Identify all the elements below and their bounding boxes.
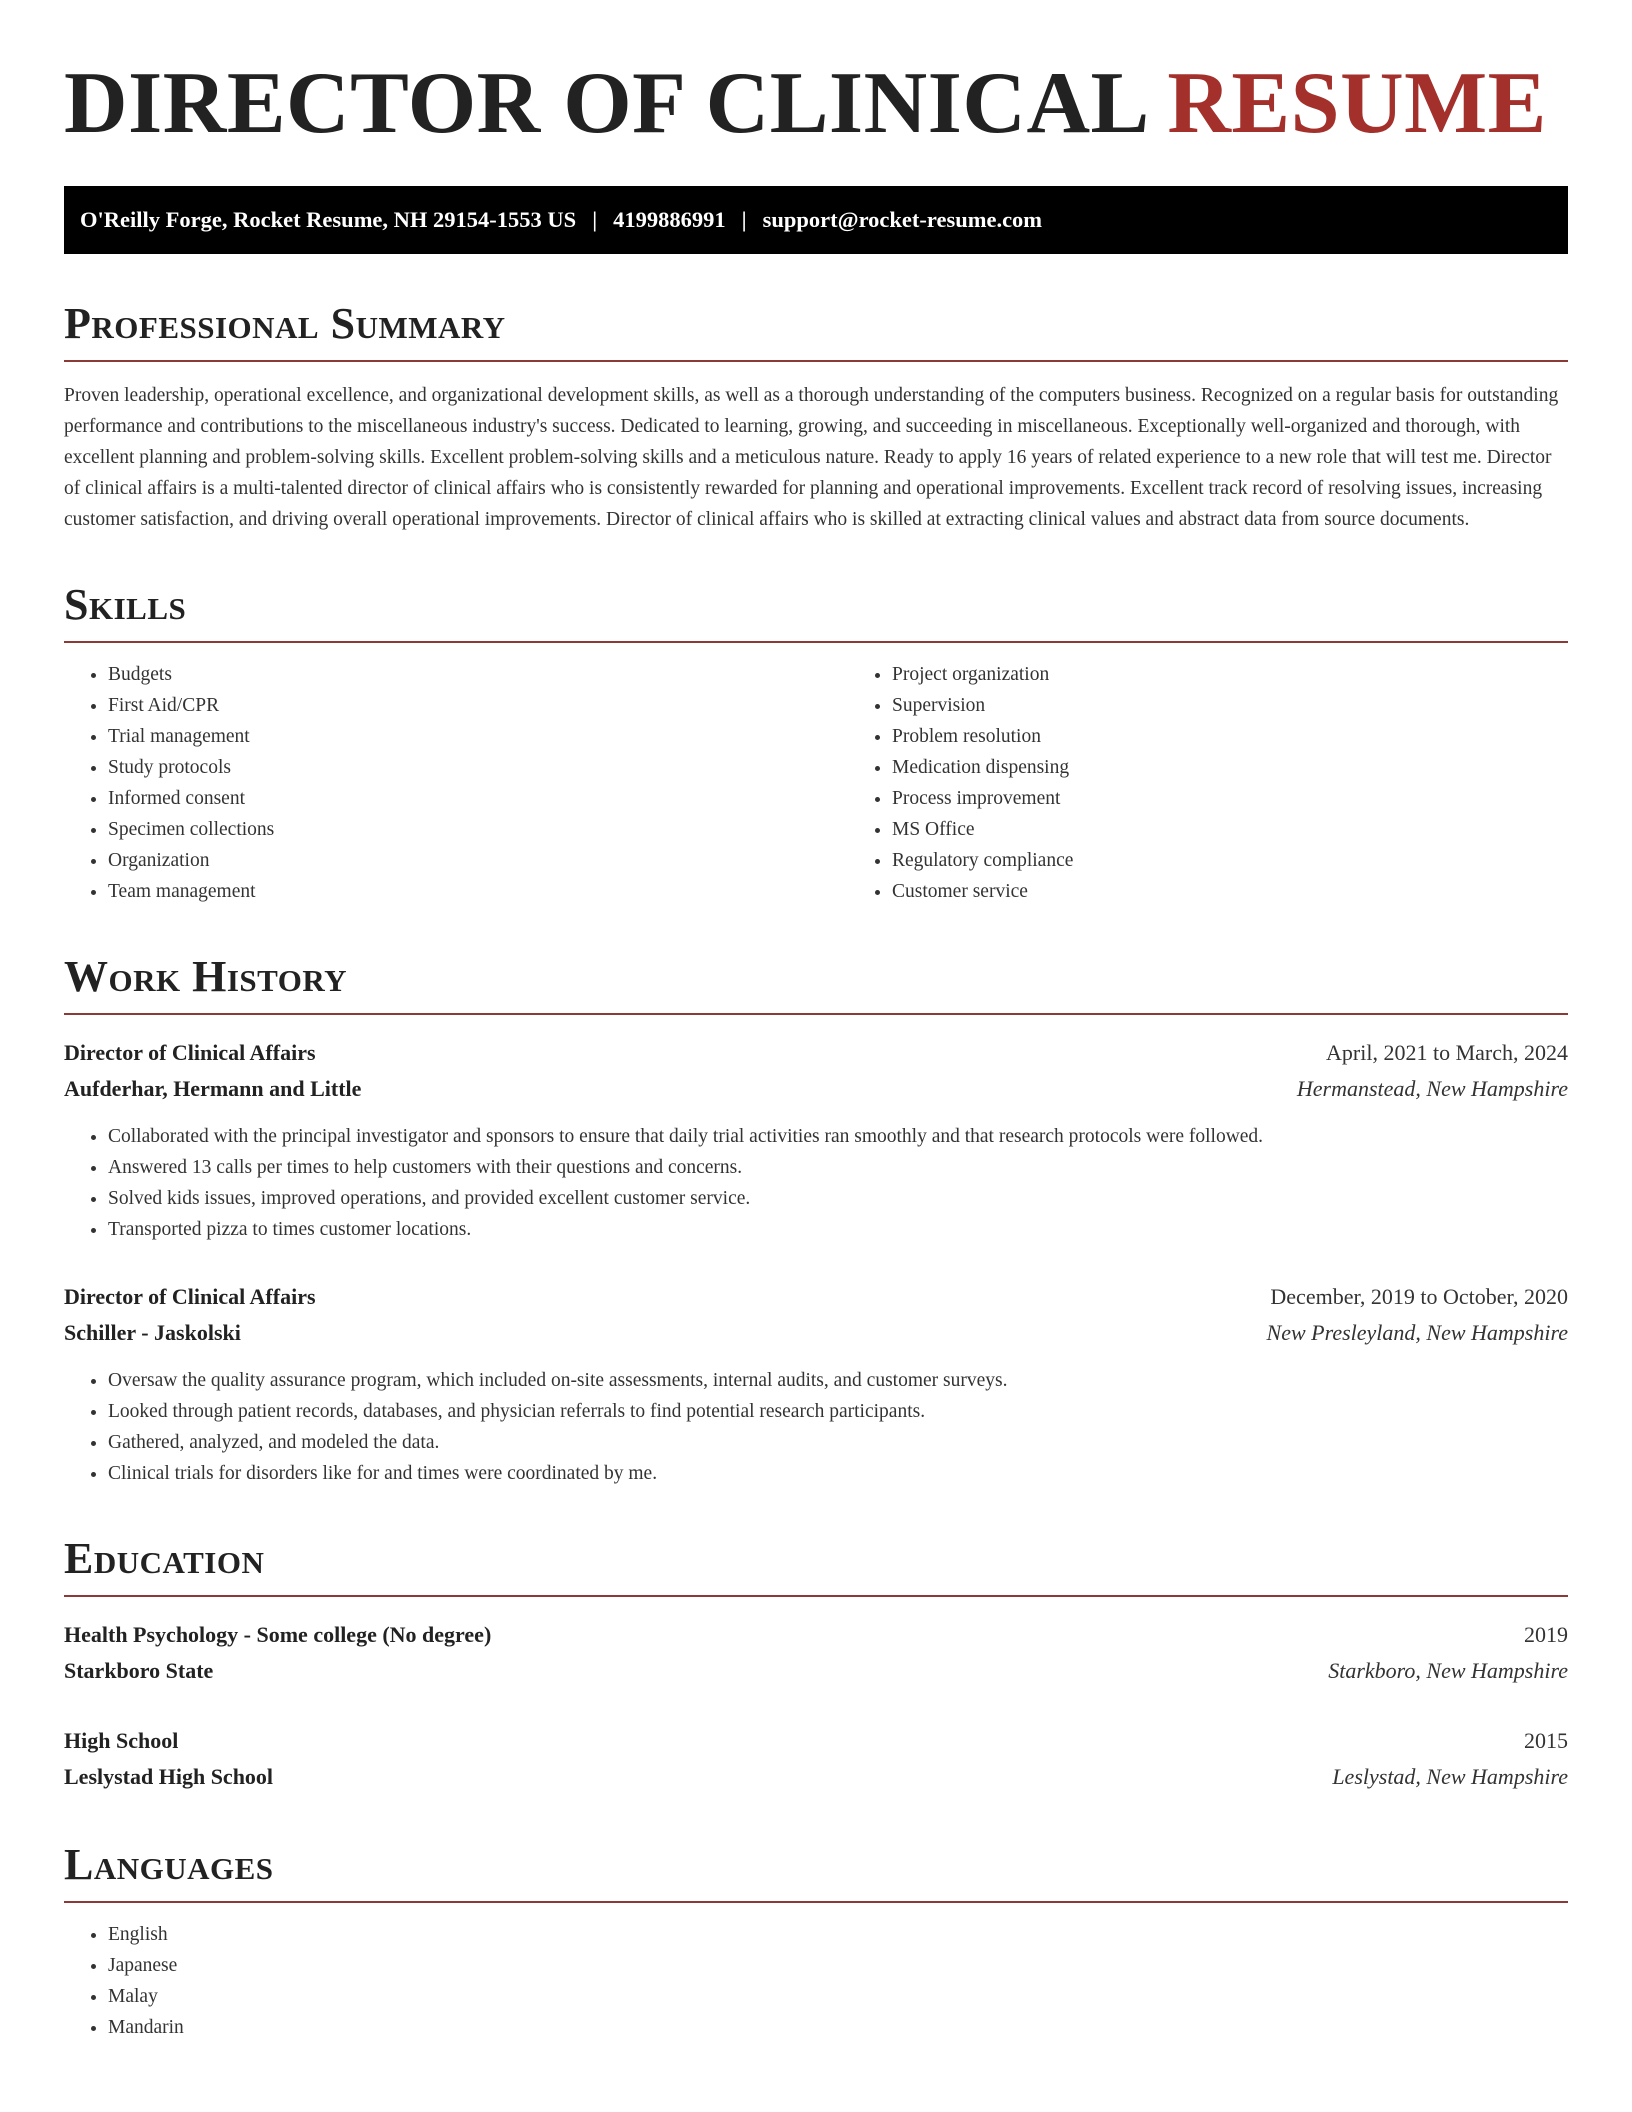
- job-duty: • Gathered, analyzed, and modeled the data.: [108, 1427, 1568, 1458]
- job-company: Aufderhar, Hermann and Little: [64, 1076, 362, 1101]
- job-title: Director of Clinical Affairs: [64, 1284, 316, 1309]
- summary-section: [64, 298, 1568, 535]
- job-entry: [64, 1279, 1568, 1489]
- work-history-heading: Work History: [64, 951, 1568, 1015]
- job-location: New Presleyland, New Hampshire: [1266, 1320, 1568, 1345]
- job-duty: • Looked through patient records, databases, and physician referrals to find potential research participants.: [108, 1396, 1568, 1427]
- education-entry: [64, 1617, 1568, 1689]
- resume-title: [64, 56, 1568, 152]
- education-heading: Education: [64, 1533, 1568, 1597]
- contact-separator: |: [592, 207, 598, 232]
- skills-heading: Skills: [64, 579, 1568, 643]
- education-entry: [64, 1723, 1568, 1795]
- skill-item: • Organization: [108, 845, 848, 876]
- job-header-row: [64, 1279, 1568, 1315]
- job-company-row: [64, 1071, 1568, 1107]
- skill-item: • Project organization: [892, 659, 1632, 690]
- language-item: • English: [108, 1919, 1568, 1950]
- work-history-section: [64, 951, 1568, 1489]
- title-main: DIRECTOR OF CLINICAL: [64, 55, 1145, 152]
- education-degree-row: [64, 1617, 1568, 1653]
- skill-item: • Medication dispensing: [892, 752, 1632, 783]
- skill-item: • Regulatory compliance: [892, 845, 1632, 876]
- contact-phone[interactable]: 4199886991: [613, 207, 726, 232]
- job-duties: [64, 1365, 1568, 1489]
- job-company-row: [64, 1315, 1568, 1351]
- skill-item: • Team management: [108, 876, 848, 907]
- job-duty: • Solved kids issues, improved operations, and provided excellent customer service.: [108, 1183, 1568, 1214]
- skill-item: • First Aid/CPR: [108, 690, 848, 721]
- education-year: 2019: [1524, 1622, 1568, 1647]
- job-duty: • Transported pizza to times customer locations.: [108, 1214, 1568, 1245]
- education-school: Leslystad High School: [64, 1764, 274, 1789]
- education-degree-row: [64, 1723, 1568, 1759]
- languages-list: [64, 1919, 1568, 2043]
- contact-address: O'Reilly Forge, Rocket Resume, NH 29154-1553 US: [80, 207, 577, 232]
- job-duty: • Clinical trials for disorders like for and times were coordinated by me.: [108, 1458, 1568, 1489]
- education-school-row: [64, 1653, 1568, 1689]
- summary-text: Proven leadership, operational excellence, and organizational development skills, as well as a thorough understanding of the computers business. Recognized on a regular basis for outstanding performance and contributions to the miscellaneous industry's success. Dedicated to learning, growing, and succeeding in miscellaneous. Exceptionally well-organized and thorough, with excellent planning and problem-solving skills. Excellent problem-solving skills and a meticulous nature. Ready to apply 16 years of related experience to a new role that will test me. Director of clinical affairs is a multi-talented director of clinical affairs who is consistently rewarded for planning and operational improvements. Excellent track record of resolving issues, increasing customer satisfaction, and driving overall operational improvements. Director of clinical affairs who is skilled at extracting clinical values and abstract data from source documents.: [64, 385, 1559, 530]
- contact-separator: |: [741, 207, 747, 232]
- skills-section: [64, 579, 1568, 907]
- skills-grid: [64, 659, 1568, 907]
- job-duties: [64, 1121, 1568, 1245]
- education-school: Starkboro State: [64, 1658, 214, 1683]
- job-location: Hermanstead, New Hampshire: [1296, 1076, 1568, 1101]
- job-company: Schiller - Jaskolski: [64, 1320, 241, 1345]
- job-dates: April, 2021 to March, 2024: [1326, 1040, 1568, 1065]
- skill-item: • Specimen collections: [108, 814, 848, 845]
- skill-item: • Informed consent: [108, 783, 848, 814]
- skill-item: • Budgets: [108, 659, 848, 690]
- skill-item: • Study protocols: [108, 752, 848, 783]
- summary-heading: Professional Summary: [64, 298, 1568, 362]
- contact-bar: [64, 186, 1568, 254]
- education-location: Leslystad, New Hampshire: [1332, 1764, 1568, 1789]
- skill-item: • Supervision: [892, 690, 1632, 721]
- education-degree: Health Psychology - Some college (No degree): [64, 1622, 492, 1647]
- job-duty: • Oversaw the quality assurance program, which included on-site assessments, internal audits, and customer surveys.: [108, 1365, 1568, 1396]
- education-school-row: [64, 1759, 1568, 1795]
- education-section: [64, 1533, 1568, 1795]
- languages-heading: Languages: [64, 1839, 1568, 1903]
- languages-section: [64, 1839, 1568, 2043]
- language-item: • Malay: [108, 1981, 1568, 2012]
- job-title: Director of Clinical Affairs: [64, 1040, 316, 1065]
- education-degree: High School: [64, 1728, 179, 1753]
- education-location: Starkboro, New Hampshire: [1328, 1658, 1568, 1683]
- job-dates: December, 2019 to October, 2020: [1270, 1284, 1568, 1309]
- skills-list-right: [848, 659, 1632, 907]
- skill-item: • Problem resolution: [892, 721, 1632, 752]
- education-year: 2015: [1524, 1728, 1568, 1753]
- job-entry: [64, 1035, 1568, 1245]
- language-item: • Mandarin: [108, 2012, 1568, 2043]
- skills-list-left: [64, 659, 848, 907]
- job-duty: • Answered 13 calls per times to help customers with their questions and concerns.: [108, 1152, 1568, 1183]
- job-duty: • Collaborated with the principal investigator and sponsors to ensure that daily trial activities ran smoothly and that research protocols were followed.: [108, 1121, 1568, 1152]
- job-header-row: [64, 1035, 1568, 1071]
- title-accent: RESUME: [1167, 55, 1547, 152]
- skill-item: • Trial management: [108, 721, 848, 752]
- language-item: • Japanese: [108, 1950, 1568, 1981]
- skill-item: • MS Office: [892, 814, 1632, 845]
- contact-email[interactable]: support@rocket-resume.com: [762, 207, 1043, 232]
- skill-item: • Process improvement: [892, 783, 1632, 814]
- skill-item: • Customer service: [892, 876, 1632, 907]
